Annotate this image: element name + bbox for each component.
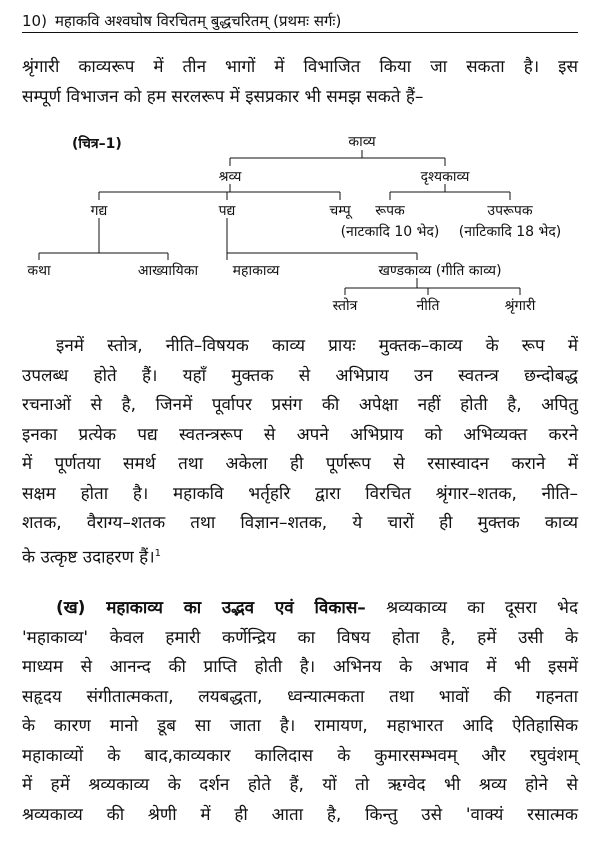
text-line: सक्षम होता है। महाकवि भर्तृहरि द्वारा विरचित श्रृंगार–शतक, नीति–: [22, 483, 578, 504]
node-stotra: स्तोत्र: [332, 298, 358, 314]
paragraph-muktak: [22, 332, 578, 568]
running-title: महाकवि अश्वघोष विरचितम् बुद्धचरितम् (प्रथमः सर्गः): [54, 12, 342, 30]
node-shravya: श्रव्य: [218, 169, 242, 185]
node-katha: कथा: [27, 263, 51, 279]
text-line: [22, 594, 578, 624]
text-line: सम्पूर्ण विभाजन को हम सरलरूप में इसप्रकार भी समझ सकते हैं–: [22, 86, 424, 107]
node-shringari: श्रृंगारी: [504, 298, 536, 314]
node-padya: पद्य: [218, 203, 236, 219]
section-heading: (ख) महाकाव्य का उद्भव एवं विकास–: [56, 598, 366, 618]
node-uparupak-note: (नाटिकादि 18 भेद): [458, 224, 562, 240]
text-line-content: श्रव्यकाव्य का दूसरा भेद: [386, 598, 578, 618]
page-number: 10): [22, 12, 47, 30]
classification-diagram: [0, 130, 600, 320]
text-line: उपलब्ध होते हैं। यहाँ मुक्तक से अभिप्राय उन स्वतन्त्र छन्दोबद्ध: [22, 365, 578, 386]
node-rupak-note: (नाटकादि 10 भेद): [340, 224, 440, 240]
node-uparupak: उपरूपक: [487, 203, 533, 219]
node-kavya: काव्य: [348, 134, 376, 150]
figure-label: (चित्र–1): [72, 136, 122, 152]
text-line: के कारण मानो डूब सा जाता है। रामायण, महाभारत आदि ऐतिहासिक: [22, 716, 578, 736]
node-gadya: गद्य: [90, 203, 108, 219]
text-line: सहृदय संगीतात्मकता, लयबद्धता, ध्वन्यात्मकता तथा भावों की गहनता: [22, 686, 578, 707]
node-champu: चम्पू: [329, 203, 351, 219]
paragraph-mahakavya: [22, 594, 578, 830]
node-niti: नीति: [416, 298, 440, 314]
text-line: में हमें श्रव्यकाव्य के दर्शन होते हैं, यों तो ऋग्वेद भी श्रव्य होने से: [22, 775, 578, 795]
page-header: [22, 10, 578, 33]
text-line: में पूर्णतया समर्थ तथा अकेला ही पूर्णरूप से रसास्वादन कराने में: [22, 454, 578, 474]
node-drishyakavya: दृश्यकाव्य: [420, 169, 470, 185]
text-line: श्रव्यकाव्य की श्रेणी में ही आता है, किन्तु उसे 'वाक्यं रसात्मक: [22, 804, 578, 825]
text-line: इनका प्रत्येक पद्य स्वतन्त्ररूप से अपने अभिप्राय को अभिव्यक्त करने: [22, 424, 578, 445]
text-line: इनमें स्तोत्र, नीति–विषयक काव्य प्रायः मुक्तक–काव्य के रूप में: [56, 336, 578, 356]
text-line: महाकाव्यों के बाद,काव्यकार कालिदास के कुमारसम्भवम् और रघुवंशम्: [22, 745, 578, 766]
text-line: शतक, वैराग्य–शतक तथा विज्ञान–शतक, ये चारों ही मुक्तक काव्य: [22, 513, 578, 533]
text-line: [22, 539, 578, 569]
text-line: माध्यम से आनन्द की प्राप्ति होती है। अभिनय के अभाव में भी इसमें: [22, 657, 578, 677]
text-line-content: के उत्कृष्ट उदाहरण हैं।: [22, 547, 155, 568]
node-khandkavya: खण्डकाव्य (गीति काव्य): [378, 263, 502, 279]
text-line: रचनाओं से है, जिनमें पूर्वापर प्रसंग की अपेक्षा नहीं होती है, अपितु: [22, 395, 578, 415]
intro-paragraph: [22, 53, 578, 112]
node-akhyayika: आख्यायिका: [137, 263, 199, 279]
text-line: श्रृंगारी काव्यरूप में तीन भागों में विभाजित किया जा सकता है। इस: [22, 57, 578, 77]
node-rupak: रूपक: [375, 203, 405, 219]
node-mahakavya: महाकाव्य: [232, 263, 280, 279]
footnote-mark: 1: [154, 547, 162, 559]
text-line: 'महाकाव्य' केवल हमारी कर्णेन्द्रिय का विषय होता है, हमें उसी के: [22, 627, 578, 648]
